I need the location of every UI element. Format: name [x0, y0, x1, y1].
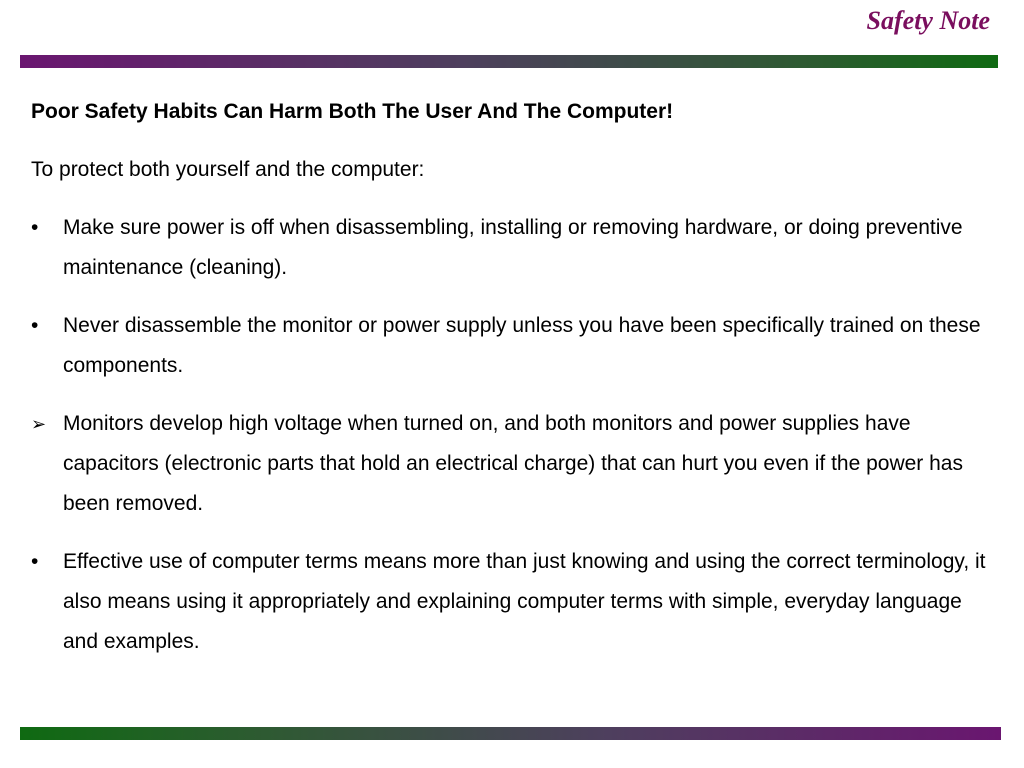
slide-content [31, 92, 991, 680]
list-item [31, 404, 991, 524]
bullet-icon: • [31, 314, 39, 337]
arrow-bullet-icon: ➢ [31, 414, 47, 434]
slide-title: Safety Note [866, 6, 990, 35]
bullet-icon: • [31, 550, 39, 573]
top-divider-bar [20, 55, 998, 68]
slide-heading: Poor Safety Habits Can Harm Both The User And The Computer! [31, 100, 674, 123]
list-item-text: Make sure power is off when disassembling, installing or removing hardware, or doing preventive maintenance (cleaning). [63, 216, 963, 279]
list-item-text: Never disassemble the monitor or power supply unless you have been specifically trained on these components. [63, 314, 981, 377]
list-item-text: Effective use of computer terms means more than just knowing and using the correct terminology, it also means using it appropriately and explaining computer terms with simple, everyday language and examples. [63, 550, 986, 653]
bottom-divider-bar [20, 727, 1001, 740]
intro-text: To protect both yourself and the computer: [31, 158, 425, 181]
list-item [31, 208, 991, 288]
list-item [31, 542, 991, 662]
bullet-icon: • [31, 216, 39, 239]
list-item-text: Monitors develop high voltage when turned on, and both monitors and power supplies have capacitors (electronic parts that hold an electrical charge) that can hurt you even if the power has been removed. [63, 412, 963, 515]
list-item [31, 306, 991, 386]
